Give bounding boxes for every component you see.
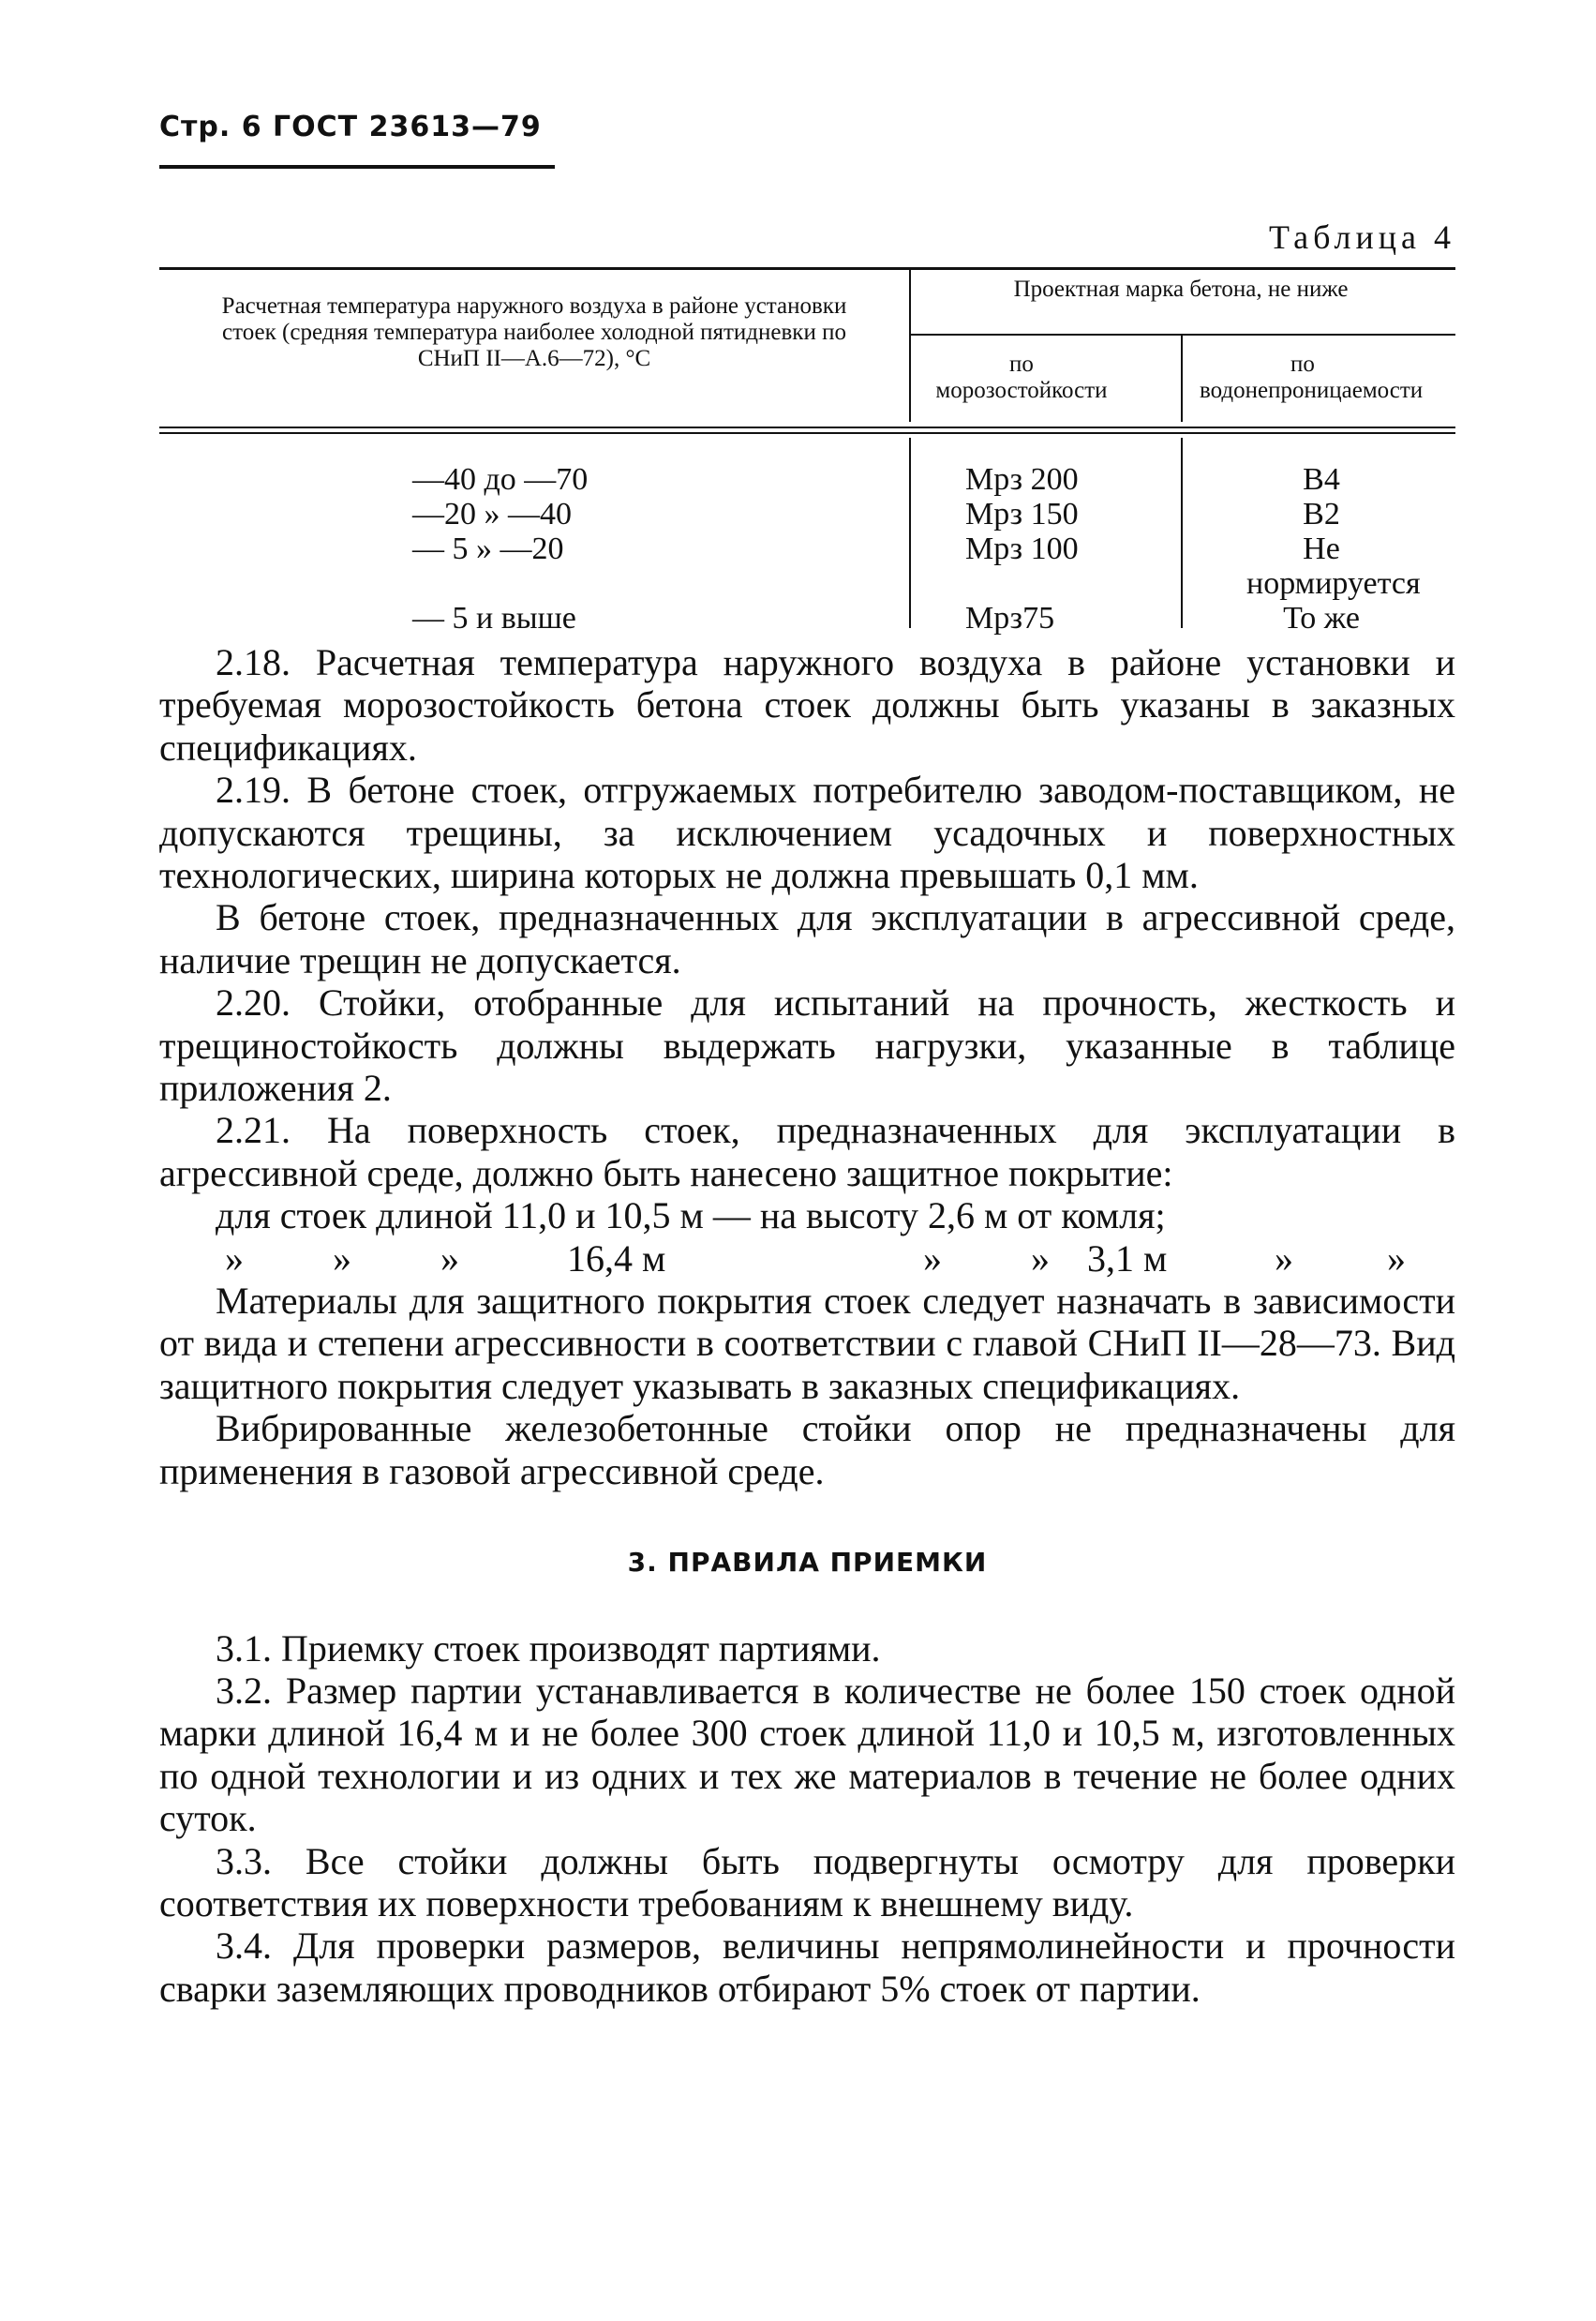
body-text bbox=[159, 641, 1455, 2010]
paragraph-3-3: 3.3. Все стойки должны быть подвергнуты осмотру для проверки соответствия их поверхности требованиям к внешнему виду. bbox=[159, 1839, 1455, 1924]
table-subheader-rule bbox=[911, 334, 1455, 336]
cell-temperature-3: — 5 » —20 bbox=[412, 532, 564, 566]
header-rule bbox=[159, 165, 555, 169]
paragraph-2-21-line-1: для стоек длиной 11,0 и 10,5 м — на высоту 2,6 м от комля; bbox=[216, 1194, 1166, 1237]
ditto-mark: » bbox=[225, 1236, 244, 1280]
table-col-divider-1b bbox=[909, 438, 911, 628]
table-col-divider-2 bbox=[1181, 336, 1183, 422]
paragraph-2-20: 2.20. Стойки, отобранные для испытаний на прочность, жесткость и трещиностойкость должны выдержать нагрузки, указанные в таблице приложения 2. bbox=[159, 981, 1455, 1110]
page-header: Стр. 6 ГОСТ 23613—79 bbox=[159, 111, 542, 143]
cell-frost-2: Мрз 150 bbox=[965, 497, 1079, 532]
table-header-rule-1 bbox=[159, 427, 1455, 428]
paragraph-3-2: 3.2. Размер партии устанавливается в количестве не более 150 стоек одной марки длиной 16,4 м и не более 300 стоек длиной 11,0 и 10,5 м, изготовленных по одной технологии и из одних и тех же материалов в течение не более одних суток. bbox=[159, 1669, 1455, 1840]
ditto-mark: » bbox=[1387, 1236, 1406, 1280]
paragraph-2-21-vibrated: Вибрированные железобетонные стойки опор не предназначены для применения в газовой агрессивной среде. bbox=[159, 1407, 1455, 1492]
paragraph-2-21: 2.21. На поверхность стоек, предназначенных для эксплуатации в агрессивной среде, должно быть нанесено защитное покрытие: bbox=[159, 1109, 1455, 1194]
cell-water-1: В4 bbox=[1303, 462, 1340, 497]
cell-water-2: В2 bbox=[1303, 497, 1340, 532]
cell-water-4: То же bbox=[1283, 601, 1360, 636]
section-3-title: 3. ПРАВИЛА ПРИЕМКИ bbox=[627, 1547, 988, 1579]
ditto-mark: » bbox=[440, 1236, 459, 1280]
col-water bbox=[1200, 462, 1443, 636]
cell-temperature-4: — 5 и выше bbox=[412, 601, 576, 636]
paragraph-2-21-line-2 bbox=[159, 1237, 1455, 1280]
table-header-rule-2 bbox=[159, 432, 1455, 434]
table-4 bbox=[159, 267, 1455, 636]
paragraph-3-4: 3.4. Для проверки размеров, величины непрямолинейности и прочности сварки заземляющих проводников отбирают 5% стоек от партии. bbox=[159, 1924, 1455, 2010]
length-value: 16,4 м bbox=[567, 1236, 666, 1280]
cell-frost-1: Мрз 200 bbox=[965, 462, 1079, 497]
cell-frost-4: Мрз75 bbox=[965, 601, 1055, 636]
ditto-mark: » bbox=[333, 1236, 351, 1280]
header-water-tightness: по водонепроницаемости bbox=[1200, 352, 1424, 403]
header-concrete-grade: Проектная марка бетона, не ниже bbox=[1013, 277, 1349, 302]
cell-frost-3: Мрз 100 bbox=[965, 532, 1079, 566]
table-col-divider-2b bbox=[1181, 438, 1183, 628]
cell-water-3: Не нормируется bbox=[1246, 532, 1421, 601]
col-temperature bbox=[412, 462, 588, 636]
ditto-mark: » bbox=[1275, 1236, 1293, 1280]
cell-temperature-2: —20 » —40 bbox=[412, 497, 572, 532]
ditto-mark: » bbox=[1031, 1236, 1050, 1280]
paragraph-2-21-materials: Материалы для защитного покрытия стоек следует назначать в зависимости от вида и степени агрессивности в соответствии с главой СНиП II—28—73. Вид защитного покрытия следует указывать в заказных спецификациях. bbox=[159, 1280, 1455, 1407]
cell-temperature-1: —40 до —70 bbox=[412, 462, 589, 497]
paragraph-2-19-aggressive: В бетоне стоек, предназначенных для эксплуатации в агрессивной среде, наличие трещин не допускается. bbox=[159, 896, 1455, 981]
paragraph-2-19: 2.19. В бетоне стоек, отгружаемых потребителю заводом-поставщиком, не допускаются трещины, за исключением усадочных и поверхностных технологических, ширина которых не должна превышать 0,1 мм. bbox=[159, 769, 1455, 897]
table-col-divider-1 bbox=[909, 267, 911, 422]
paragraph-3-1: 3.1. Приемку стоек производят партиями. bbox=[216, 1626, 881, 1670]
col-frost bbox=[965, 462, 1079, 636]
header-temperature: Расчетная температура наружного воздуха в районе установки стоек (средняя температура наиболее холодной пятидневки по СНиП II—А.6—72), °С bbox=[221, 293, 847, 371]
paragraph-2-18: 2.18. Расчетная температура наружного воздуха в районе установки и требуемая морозостойкость бетона стоек должны быть указаны в заказных спецификациях. bbox=[159, 641, 1455, 769]
height-value: 3,1 м bbox=[1087, 1236, 1168, 1280]
table-caption: Таблица 4 bbox=[1269, 218, 1455, 256]
table-top-rule bbox=[159, 267, 1455, 270]
header-frost-resistance: по морозостойкости bbox=[935, 352, 1108, 403]
ditto-mark: » bbox=[923, 1236, 942, 1280]
